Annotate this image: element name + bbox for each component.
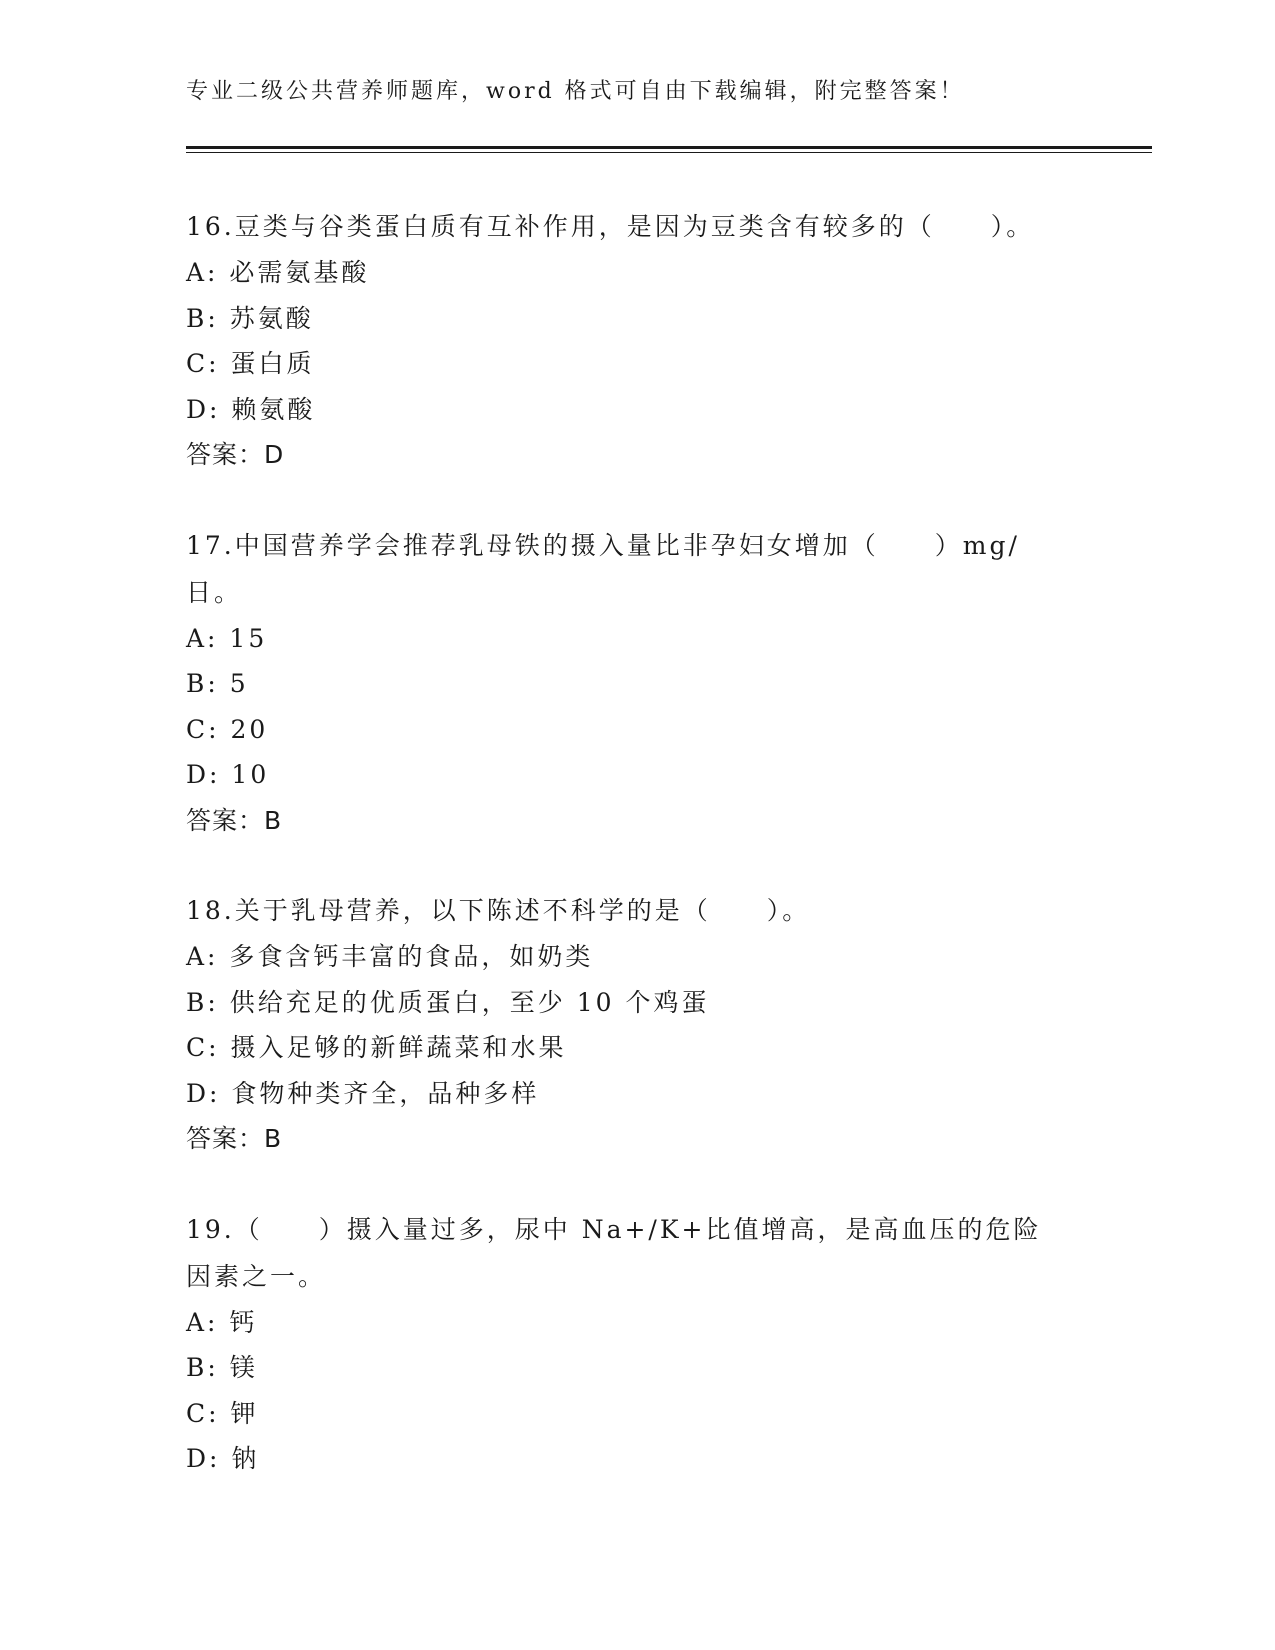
option-b: B: 镁 bbox=[186, 1353, 258, 1382]
option-a: A: 多食含钙丰富的食品，如奶类 bbox=[186, 942, 594, 971]
page-header: 专业二级公共营养师题库，word 格式可自由下载编辑，附完整答案！ bbox=[186, 79, 965, 104]
answer-line: 答案：B bbox=[186, 1124, 283, 1153]
option-b: B: 苏氨酸 bbox=[186, 303, 314, 333]
option-c: C: 摄入足够的新鲜蔬菜和水果 bbox=[186, 1033, 567, 1062]
question-18 bbox=[186, 887, 1066, 1162]
question-stem: 18.关于乳母营养，以下陈述不科学的是（ ）。 bbox=[186, 896, 811, 925]
option-c: C: 蛋白质 bbox=[186, 349, 315, 378]
option-b: B: 5 bbox=[186, 669, 249, 698]
answer-line: 答案：B bbox=[186, 805, 283, 835]
option-b: B: 供给充足的优质蛋白，至少 10 个鸡蛋 bbox=[186, 987, 710, 1017]
option-d: D: 10 bbox=[186, 760, 270, 789]
option-c: C: 20 bbox=[186, 714, 269, 744]
question-stem: 16.豆类与谷类蛋白质有互补作用，是因为豆类含有较多的（ ）。 bbox=[186, 212, 1035, 241]
question-stem: 19.（ ）摄入量过多，尿中 Na+/K+比值增高，是高血压的危险因素之一。 bbox=[186, 1214, 1042, 1291]
option-d: D: 食物种类齐全，品种多样 bbox=[186, 1078, 540, 1108]
header-rule-thin bbox=[186, 152, 1152, 153]
option-d: D: 赖氨酸 bbox=[186, 394, 316, 424]
header-rule-thick bbox=[186, 146, 1152, 149]
question-17 bbox=[186, 522, 1066, 844]
question-stem: 17.中国营养学会推荐乳母铁的摄入量比非孕妇女增加（ ）mg/日。 bbox=[186, 530, 1020, 607]
answer-line: 答案：D bbox=[186, 440, 285, 469]
option-a: A: 15 bbox=[186, 623, 268, 653]
question-list bbox=[186, 203, 1066, 1526]
option-a: A: 钙 bbox=[186, 1307, 258, 1337]
option-a: A: 必需氨基酸 bbox=[186, 258, 370, 287]
option-d: D: 钠 bbox=[186, 1444, 260, 1473]
option-c: C: 钾 bbox=[186, 1398, 259, 1428]
question-16 bbox=[186, 203, 1066, 478]
question-19 bbox=[186, 1206, 1066, 1482]
